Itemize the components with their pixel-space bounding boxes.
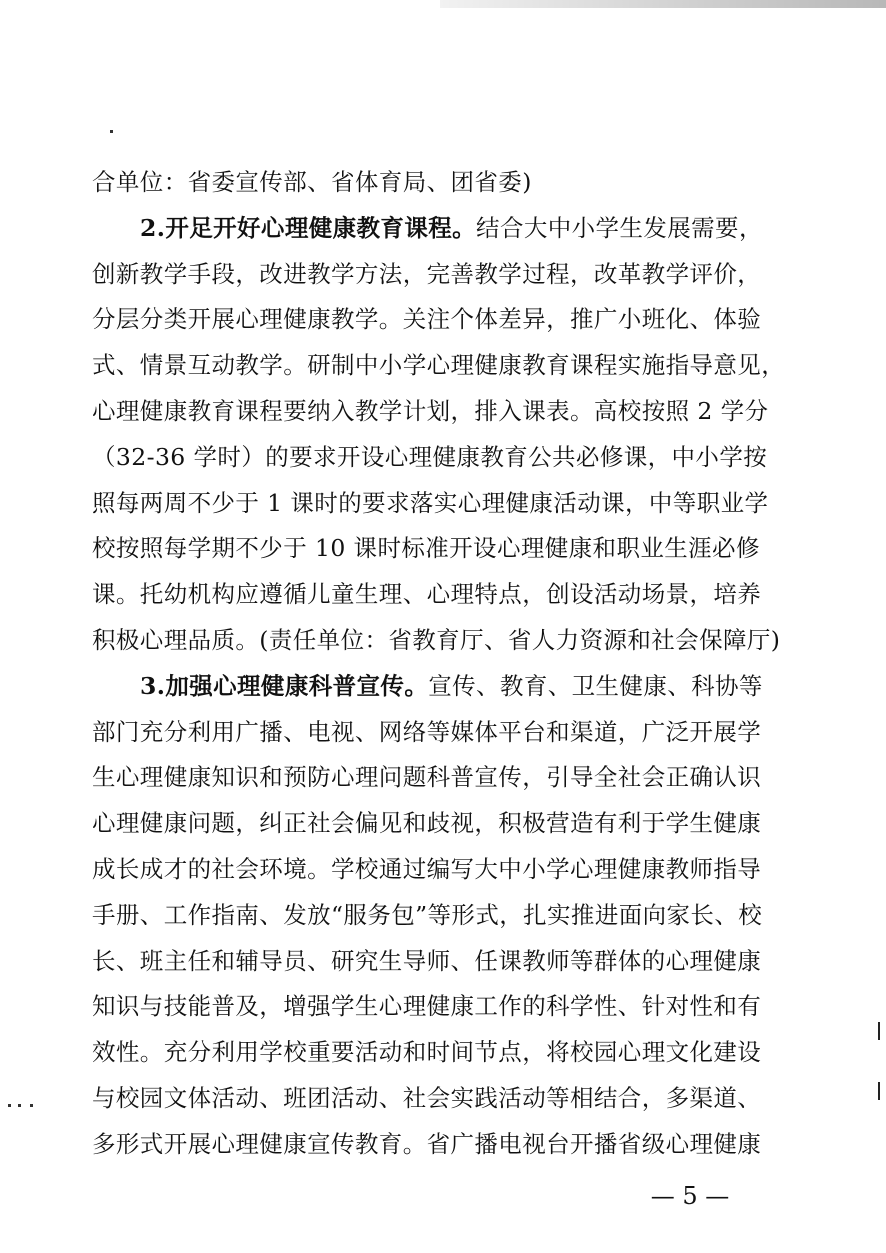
text-line (92, 252, 762, 298)
scan-speck (8, 1104, 11, 1107)
line-text: （32-36 学时）的要求开设心理健康教育公共必修课，中小学按 (92, 442, 768, 471)
text-line (92, 435, 768, 481)
scan-speck (110, 130, 113, 133)
text-line (92, 618, 781, 664)
text-line (92, 481, 769, 527)
line-text: 创新教学手段，改进教学方法，完善教学过程，改革教学评价， (92, 259, 762, 288)
text-line (92, 939, 762, 985)
line-text: 与校园文体活动、班团活动、社会实践活动等相结合，多渠道、 (92, 1083, 762, 1112)
line-text: 手册、工作指南、发放“服务包”等形式，扎实推进面向家长、校 (92, 900, 763, 929)
text-line (92, 984, 762, 1030)
line-text: 知识与技能普及，增强学生心理健康工作的科学性、针对性和有 (92, 992, 762, 1021)
scan-edge-artifact (440, 0, 886, 8)
line-text: 课。托幼机构应遵循儿童生理、心理特点，创设活动场景，培养 (92, 580, 762, 609)
text-line (92, 755, 762, 801)
text-line (92, 297, 762, 343)
line-text: 心理健康教育课程要纳入教学计划，排入课表。高校按照 2 学分 (92, 396, 769, 425)
line-text: 式、情景互动教学。研制中小学心理健康教育课程实施指导意见， (92, 351, 786, 380)
line-text: 宣传、教育、卫生健康、科协等 (428, 671, 763, 700)
line-text: 生心理健康知识和预防心理问题科普宣传，引导全社会正确认识 (92, 763, 762, 792)
text-line (92, 206, 763, 252)
line-text: 部门充分利用广播、电视、网络等媒体平台和渠道，广泛开展学 (92, 717, 762, 746)
text-line (92, 893, 763, 939)
line-text: 校按照每学期不少于 10 课时标准开设心理健康和职业生涯必修 (92, 534, 760, 563)
line-text: 结合大中小学生发展需要， (476, 213, 763, 242)
text-line (92, 1122, 762, 1168)
line-text: 照每两周不少于 1 课时的要求落实心理健康活动课，中等职业学 (92, 488, 769, 517)
text-line (92, 526, 760, 572)
scan-speck (18, 1104, 21, 1107)
text-line (92, 343, 786, 389)
text-line (92, 160, 754, 206)
scan-speck (30, 1104, 33, 1107)
text-line (92, 664, 763, 710)
text-line (92, 801, 762, 847)
line-text: 成长成才的社会环境。学校通过编写大中小学心理健康教师指导 (92, 854, 762, 883)
page-number: — 5 — (650, 1182, 730, 1210)
section-heading: 2.开足开好心理健康教育课程。 (140, 213, 477, 242)
line-text: 积极心理品质。(责任单位：省教育厅、省人力资源和社会保障厅) (92, 625, 781, 654)
line-text: 效性。充分利用学校重要活动和时间节点，将校园心理文化建设 (92, 1038, 762, 1067)
line-text: 合单位：省委宣传部、省体育局、团省委) (92, 168, 532, 196)
line-text: 心理健康问题，纠正社会偏见和歧视，积极营造有利于学生健康 (92, 809, 762, 838)
document-body (92, 160, 786, 1168)
text-line (92, 847, 762, 893)
text-line (92, 389, 769, 435)
line-text: 长、班主任和辅导员、研究生导师、任课教师等群体的心理健康 (92, 946, 762, 975)
line-text: 分层分类开展心理健康教学。关注个体差异，推广小班化、体验 (92, 305, 762, 334)
margin-mark (878, 1022, 880, 1040)
line-text: 多形式开展心理健康宣传教育。省广播电视台开播省级心理健康 (92, 1129, 762, 1158)
text-line (92, 1030, 762, 1076)
text-line (92, 572, 762, 618)
text-line (92, 710, 762, 756)
section-heading: 3.加强心理健康科普宣传。 (140, 671, 429, 700)
text-line (92, 1076, 762, 1122)
margin-mark (878, 1082, 880, 1100)
